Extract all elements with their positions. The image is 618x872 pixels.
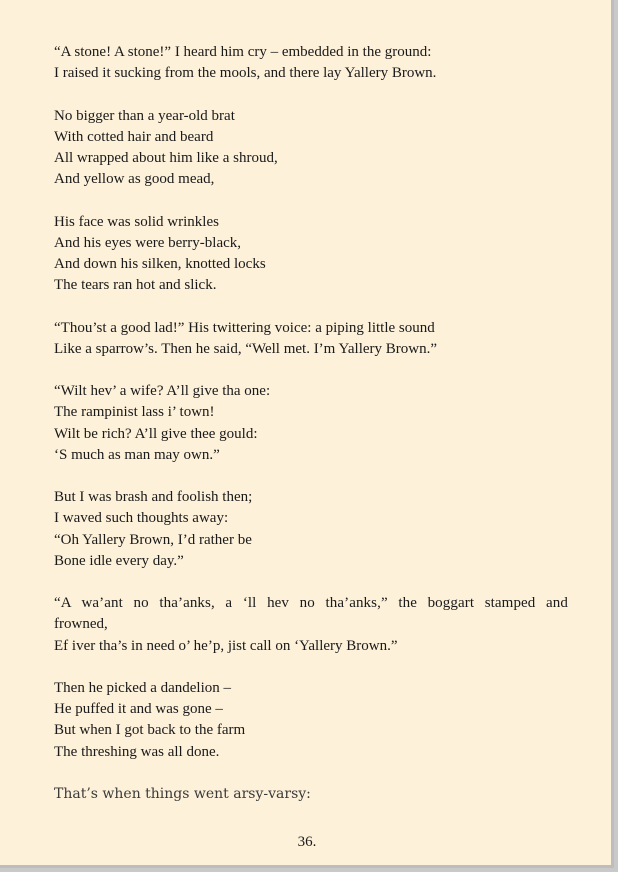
poem-line: “Oh Yallery Brown, I’d rather be — [54, 531, 252, 548]
stanza-4 — [54, 318, 568, 360]
stanza-8 — [54, 678, 568, 763]
poem-line: All wrapped about him like a shroud, — [54, 150, 278, 166]
poem-line: He puffed it and was gone – — [54, 701, 223, 718]
poem-line: The threshing was all done. — [54, 743, 220, 760]
stanza-7 — [54, 593, 568, 657]
poem-line: The tears ran hot and slick. — [54, 277, 217, 294]
poem-line: No bigger than a year-old brat — [54, 107, 235, 124]
poem-line: But I was brash and foolish then; — [54, 489, 253, 506]
poem-line: “Thou’st a good lad!” His twittering voice: a piping little sound — [54, 319, 435, 336]
poem-line: And down his silken, knotted locks — [54, 256, 266, 272]
poem-line: His face was solid wrinkles — [54, 213, 219, 230]
poem-line: Ef iver tha’s in need o’ he’p, jist call on ‘Yallery Brown.” — [54, 637, 398, 654]
poem-line: With cotted hair and beard — [54, 128, 214, 145]
poem-line: Wilt be rich? A’ll give thee gould: — [54, 425, 258, 442]
poem-line: And yellow as good mead, — [54, 171, 215, 188]
poem-line: I waved such thoughts away: — [54, 510, 229, 527]
closing-line: That’s when things went arsy-varsy: — [54, 785, 311, 802]
poem-line: “A stone! A stone!” I heard him cry – embedded in the ground: — [54, 44, 432, 60]
stanza-5 — [54, 381, 568, 466]
poem-line: ‘S much as man may own.” — [54, 446, 220, 463]
poem-line: But when I got back to the farm — [54, 722, 246, 739]
poem-line: Then he picked a dandelion – — [54, 679, 232, 696]
poem-line: “Wilt hev’ a wife? A’ll give tha one: — [54, 383, 271, 400]
poem-line: Like a sparrow’s. Then he said, “Well met. I’m Yallery Brown.” — [54, 340, 438, 357]
stanza-1 — [54, 42, 568, 84]
poem-line: Bone idle every day.” — [54, 552, 184, 569]
poem-line: I raised it sucking from the mools, and there lay Yallery Brown. — [54, 65, 437, 82]
poem-line: “A wa’ant no tha’anks, a ‘ll hev no tha’anks,” the boggart stamped and — [54, 595, 568, 612]
stanza-2 — [54, 106, 568, 191]
stanza-3 — [54, 212, 568, 297]
poem-line: The rampinist lass i’ town! — [54, 404, 215, 421]
poem-line: frowned, — [54, 616, 108, 633]
poem-body — [54, 42, 568, 826]
page-number: 36. — [297, 834, 317, 850]
poem-line: And his eyes were berry-black, — [54, 234, 242, 251]
stanza-9 — [54, 784, 568, 805]
stanza-6 — [54, 487, 568, 572]
